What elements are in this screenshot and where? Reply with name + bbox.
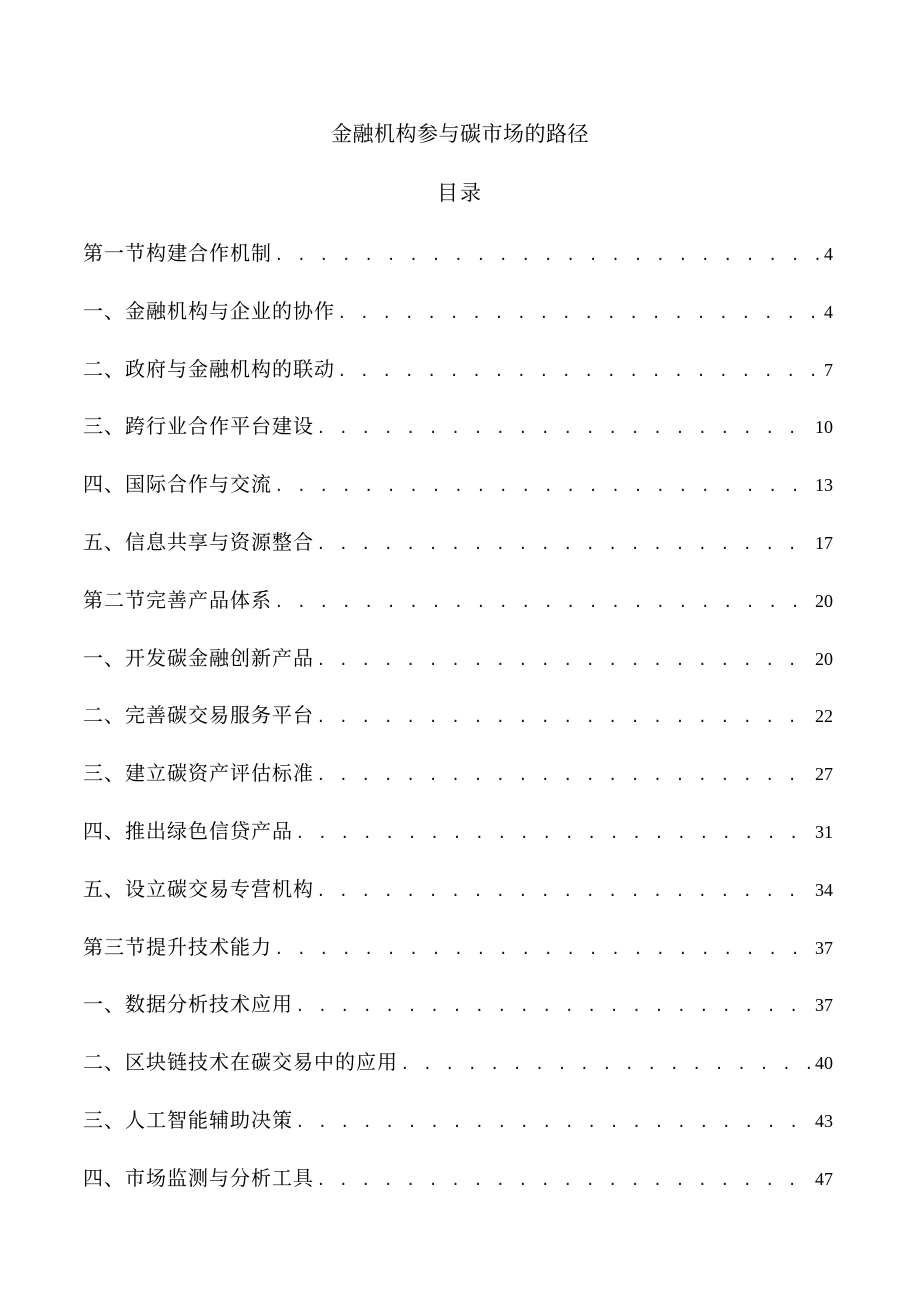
toc-page-number: 27 [815, 764, 833, 785]
document-title: 金融机构参与碳市场的路径 [331, 122, 589, 146]
toc-heading: 目录 [437, 181, 483, 205]
toc-dot-leader [402, 1049, 811, 1079]
toc-entry[interactable] [83, 874, 833, 932]
toc-page-number: 13 [815, 475, 833, 496]
toc-entry[interactable] [83, 700, 833, 758]
toc-entry[interactable] [83, 1105, 833, 1163]
toc-entry-title: 三、人工智能辅助决策 [83, 1107, 293, 1132]
toc-page-number: 22 [815, 706, 833, 727]
toc-entry[interactable] [83, 469, 833, 527]
toc-entry-title: 四、市场监测与分析工具 [83, 1165, 314, 1190]
toc-dot-leader [276, 587, 811, 617]
toc-entry-title: 四、国际合作与交流 [83, 472, 272, 497]
toc-entry[interactable] [83, 758, 833, 816]
toc-entry-title: 一、数据分析技术应用 [83, 992, 293, 1017]
toc-dot-leader [276, 240, 820, 270]
toc-entry[interactable] [83, 585, 833, 643]
toc-dot-leader [318, 1165, 811, 1195]
toc-page-number: 20 [815, 590, 833, 611]
toc-page-number: 40 [815, 1053, 833, 1074]
toc-page-number: 37 [815, 995, 833, 1016]
toc-page-number: 47 [815, 1168, 833, 1189]
toc-entry-title: 五、信息共享与资源整合 [83, 529, 314, 554]
toc-entry-title: 一、金融机构与企业的协作 [83, 298, 335, 323]
toc-entry[interactable] [83, 1163, 833, 1221]
toc-entry-title: 二、区块链技术在碳交易中的应用 [83, 1050, 398, 1075]
toc-entry-title: 二、完善碳交易服务平台 [83, 703, 314, 728]
toc-page-number: 20 [815, 648, 833, 669]
toc-dot-leader [318, 702, 811, 732]
toc-dot-leader [318, 529, 811, 559]
toc-entry-title: 三、建立碳资产评估标准 [83, 761, 314, 786]
toc-entry[interactable] [83, 989, 833, 1047]
toc-page-number: 4 [824, 301, 833, 322]
toc-entry-title: 第一节构建合作机制 [83, 241, 272, 265]
toc-page-number: 34 [815, 879, 833, 900]
toc-dot-leader [318, 760, 811, 790]
toc-entry[interactable] [83, 643, 833, 701]
toc-entry-title: 二、政府与金融机构的联动 [83, 356, 335, 381]
toc-entry-title: 五、设立碳交易专营机构 [83, 876, 314, 901]
toc-dot-leader [297, 991, 811, 1021]
toc-dot-leader [276, 471, 811, 501]
toc-entry-title: 一、开发碳金融创新产品 [83, 645, 314, 670]
toc-page-number: 4 [824, 244, 833, 264]
toc-page-number: 37 [815, 937, 833, 958]
toc-entry[interactable] [83, 1047, 833, 1105]
toc-dot-leader [318, 645, 811, 675]
toc-entry-title: 三、跨行业合作平台建设 [83, 414, 314, 439]
toc-entry[interactable] [83, 816, 833, 874]
toc-page-number: 7 [824, 359, 833, 380]
toc-dot-leader [297, 1107, 811, 1137]
toc-page-number: 17 [815, 532, 833, 553]
toc-entry[interactable] [83, 932, 833, 990]
toc-page-number: 31 [815, 821, 833, 842]
toc-dot-leader [318, 876, 811, 906]
table-of-contents [83, 238, 833, 1221]
toc-page-number: 10 [815, 417, 833, 438]
toc-entry[interactable] [83, 296, 833, 354]
toc-entry[interactable] [83, 354, 833, 412]
toc-entry-title: 第三节提升技术能力 [83, 934, 272, 959]
toc-page-number: 43 [815, 1110, 833, 1131]
toc-dot-leader [318, 413, 811, 443]
toc-entry-title: 四、推出绿色信贷产品 [83, 818, 293, 843]
toc-entry-title: 第二节完善产品体系 [83, 587, 272, 612]
toc-dot-leader [339, 298, 820, 328]
toc-entry[interactable] [83, 238, 833, 296]
toc-dot-leader [276, 934, 811, 964]
toc-dot-leader [339, 356, 820, 386]
toc-entry[interactable] [83, 527, 833, 585]
toc-entry[interactable] [83, 411, 833, 469]
toc-dot-leader [297, 818, 811, 848]
